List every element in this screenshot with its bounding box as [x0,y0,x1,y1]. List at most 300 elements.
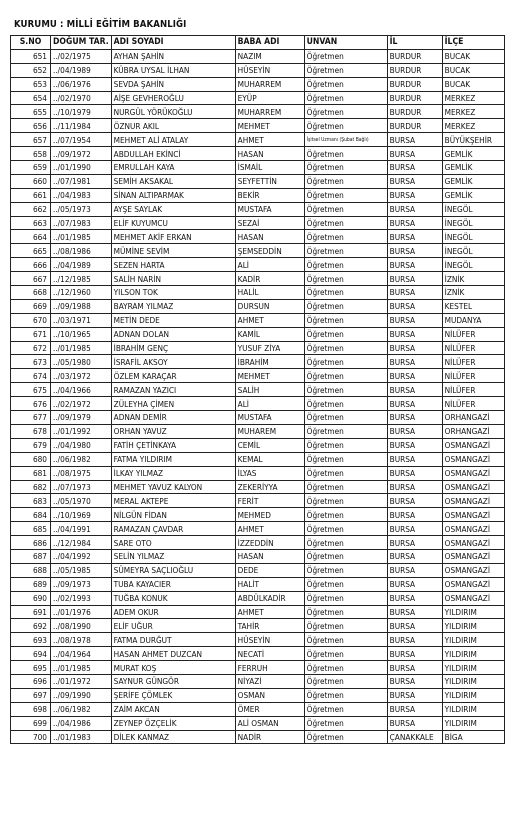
cell-father-name: MUSTAFA [235,411,304,425]
cell-district: BUCAK [442,77,504,91]
cell-title: Öğretmen [304,286,387,300]
cell-full-name: ZAİM AKCAN [111,702,235,716]
cell-full-name: AYŞE SAYLAK [111,202,235,216]
header-title: UNVAN [304,36,387,50]
cell-sno: 657 [11,133,51,147]
cell-full-name: ADEM OKUR [111,605,235,619]
cell-province: BURSA [387,480,442,494]
cell-title: Öğretmen [304,383,387,397]
cell-birth-date: ../06/1982 [51,452,112,466]
cell-district: NİLÜFER [442,369,504,383]
table-row [11,244,505,258]
cell-full-name: METİN DEDE [111,313,235,327]
cell-father-name: MEHMET [235,119,304,133]
table-row [11,272,505,286]
cell-full-name: YILSON TOK [111,286,235,300]
cell-title: Öğretmen [304,174,387,188]
cell-province: BURSA [387,716,442,730]
cell-sno: 674 [11,369,51,383]
cell-district: OSMANGAZİ [442,480,504,494]
cell-title: Öğretmen [304,466,387,480]
cell-title: Öğretmen [304,605,387,619]
cell-sno: 684 [11,508,51,522]
table-row [11,674,505,688]
cell-full-name: SEZEN HARTA [111,258,235,272]
cell-district: ORHANGAZİ [442,411,504,425]
cell-title: Öğretmen [304,452,387,466]
cell-title: Öğretmen [304,77,387,91]
cell-title: Öğretmen [304,661,387,675]
cell-title: Öğretmen [304,355,387,369]
table-row [11,77,505,91]
cell-district: GEMLİK [442,188,504,202]
cell-sno: 671 [11,327,51,341]
cell-father-name: KADİR [235,272,304,286]
cell-father-name: HASAN [235,147,304,161]
cell-full-name: SELİN YILMAZ [111,549,235,563]
cell-district: YILDIRIM [442,619,504,633]
cell-father-name: SEZAİ [235,216,304,230]
cell-title: Öğretmen [304,730,387,744]
table-row [11,258,505,272]
cell-full-name: BAYRAM YILMAZ [111,299,235,313]
table-row [11,424,505,438]
cell-birth-date: ../01/1992 [51,424,112,438]
cell-full-name: SİNAN ALTIPARMAK [111,188,235,202]
table-row [11,633,505,647]
cell-district: GEMLİK [442,174,504,188]
cell-full-name: FATİH ÇETİNKAYA [111,438,235,452]
cell-father-name: NADİR [235,730,304,744]
cell-sno: 666 [11,258,51,272]
cell-father-name: HALİL [235,286,304,300]
table-row [11,161,505,175]
cell-sno: 688 [11,563,51,577]
cell-district: YILDIRIM [442,716,504,730]
cell-district: YILDIRIM [442,674,504,688]
cell-birth-date: ../12/1960 [51,286,112,300]
cell-province: BURSA [387,591,442,605]
table-row [11,397,505,411]
cell-province: BURSA [387,147,442,161]
cell-province: BURSA [387,244,442,258]
cell-title: Öğretmen [304,508,387,522]
cell-birth-date: ../09/1973 [51,577,112,591]
cell-province: BURSA [387,536,442,550]
cell-birth-date: ../08/1975 [51,466,112,480]
cell-full-name: SEMİH AKSAKAL [111,174,235,188]
cell-father-name: AHMET [235,605,304,619]
cell-father-name: YUSUF ZİYA [235,341,304,355]
cell-full-name: SARE OTO [111,536,235,550]
cell-birth-date: ../01/1985 [51,230,112,244]
table-row [11,730,505,744]
cell-sno: 669 [11,299,51,313]
cell-province: BURSA [387,286,442,300]
cell-province: BURSA [387,216,442,230]
cell-birth-date: ../05/1985 [51,563,112,577]
cell-province: BURDUR [387,105,442,119]
cell-full-name: SEVDA ŞAHİN [111,77,235,91]
table-row [11,216,505,230]
cell-father-name: MUHARREM [235,105,304,119]
cell-sno: 651 [11,49,51,63]
cell-full-name: NİLGÜN FİDAN [111,508,235,522]
cell-province: BURSA [387,549,442,563]
cell-full-name: ORHAN YAVUZ [111,424,235,438]
cell-title: Öğretmen [304,119,387,133]
cell-full-name: EMRULLAH KAYA [111,161,235,175]
cell-district: NİLÜFER [442,341,504,355]
cell-title: Öğretmen [304,536,387,550]
cell-full-name: İSRAFİL AKSOY [111,355,235,369]
cell-province: BURSA [387,661,442,675]
cell-father-name: KAMİL [235,327,304,341]
table-row [11,508,505,522]
cell-title: Öğretmen [304,105,387,119]
cell-title: Öğretmen [304,647,387,661]
cell-sno: 661 [11,188,51,202]
cell-title: Öğretmen [304,633,387,647]
cell-district: NİLÜFER [442,397,504,411]
cell-birth-date: ../04/1986 [51,716,112,730]
cell-district: YILDIRIM [442,605,504,619]
cell-birth-date: ../01/1985 [51,661,112,675]
header-province: İL [387,36,442,50]
cell-province: BURSA [387,258,442,272]
cell-birth-date: ../03/1971 [51,313,112,327]
cell-title: Öğretmen [304,63,387,77]
table-row [11,174,505,188]
cell-father-name: AHMET [235,313,304,327]
table-row [11,188,505,202]
cell-district: İNEGÖL [442,258,504,272]
cell-full-name: MURAT KOŞ [111,661,235,675]
cell-province: BURSA [387,674,442,688]
cell-district: OSMANGAZİ [442,563,504,577]
cell-full-name: AYHAN ŞAHİN [111,49,235,63]
cell-birth-date: ../08/1990 [51,619,112,633]
cell-birth-date: ../06/1982 [51,702,112,716]
cell-province: BURSA [387,161,442,175]
cell-sno: 656 [11,119,51,133]
cell-province: BURSA [387,299,442,313]
table-row [11,494,505,508]
cell-province: ÇANAKKALE [387,730,442,744]
cell-province: BURSA [387,355,442,369]
cell-full-name: İLKAY YILMAZ [111,466,235,480]
cell-title: Öğretmen [304,494,387,508]
cell-title: Öğretmen [304,411,387,425]
cell-full-name: ZEYNEP ÖZÇELİK [111,716,235,730]
cell-province: BURSA [387,522,442,536]
table-row [11,105,505,119]
cell-title: Öğretmen [304,244,387,258]
cell-district: BUCAK [442,49,504,63]
cell-father-name: NAZIM [235,49,304,63]
cell-title: Öğretmen [304,397,387,411]
table-row [11,383,505,397]
cell-province: BURSA [387,577,442,591]
cell-full-name: SALİH NARİN [111,272,235,286]
table-row [11,466,505,480]
cell-title: Öğretmen [304,230,387,244]
cell-province: BURSA [387,647,442,661]
cell-birth-date: ../11/1984 [51,119,112,133]
cell-title: Öğretmen [304,716,387,730]
cell-sno: 681 [11,466,51,480]
cell-district: MERKEZ [442,105,504,119]
cell-title: Öğretmen [304,49,387,63]
cell-sno: 700 [11,730,51,744]
cell-father-name: DEDE [235,563,304,577]
cell-district: OSMANGAZİ [442,494,504,508]
cell-district: İNEGÖL [442,244,504,258]
cell-father-name: FERRUH [235,661,304,675]
cell-district: OSMANGAZİ [442,591,504,605]
cell-full-name: DİLEK KANMAZ [111,730,235,744]
cell-province: BURSA [387,341,442,355]
cell-title: Öğretmen [304,619,387,633]
cell-district: OSMANGAZİ [442,438,504,452]
cell-full-name: RAMAZAN YAZICI [111,383,235,397]
cell-district: YILDIRIM [442,633,504,647]
cell-sno: 664 [11,230,51,244]
cell-title: Öğretmen [304,549,387,563]
cell-district: ORHANGAZİ [442,424,504,438]
cell-full-name: ELİF KUYUMCU [111,216,235,230]
cell-title: Öğretmen [304,480,387,494]
cell-district: İNEGÖL [442,230,504,244]
cell-title: Öğretmen [304,91,387,105]
cell-birth-date: ../07/1983 [51,216,112,230]
cell-father-name: CEMİL [235,438,304,452]
table-row [11,147,505,161]
cell-father-name: İZZEDDİN [235,536,304,550]
table-row [11,563,505,577]
cell-birth-date: ../02/1975 [51,49,112,63]
cell-sno: 672 [11,341,51,355]
cell-full-name: MERAL AKTEPE [111,494,235,508]
cell-title: Öğretmen [304,563,387,577]
cell-district: MERKEZ [442,119,504,133]
cell-father-name: HÜSEYİN [235,63,304,77]
cell-province: BURSA [387,702,442,716]
cell-sno: 694 [11,647,51,661]
cell-sno: 662 [11,202,51,216]
cell-father-name: ŞEMSEDDİN [235,244,304,258]
cell-title: Öğretmen [304,369,387,383]
cell-birth-date: ../04/1966 [51,383,112,397]
cell-full-name: İBRAHİM GENÇ [111,341,235,355]
table-row [11,119,505,133]
cell-full-name: TUBA KAYACIER [111,577,235,591]
cell-birth-date: ../04/1983 [51,188,112,202]
table-header-row [11,36,505,50]
cell-title: Öğretmen [304,258,387,272]
cell-province: BURSA [387,133,442,147]
table-row [11,702,505,716]
cell-birth-date: ../08/1986 [51,244,112,258]
cell-sno: 670 [11,313,51,327]
cell-district: NİLÜFER [442,355,504,369]
cell-birth-date: ../02/1972 [51,397,112,411]
cell-full-name: ADNAN DEMİR [111,411,235,425]
cell-father-name: AHMET [235,133,304,147]
cell-sno: 687 [11,549,51,563]
cell-district: YILDIRIM [442,661,504,675]
table-row [11,286,505,300]
table-row [11,341,505,355]
cell-province: BURSA [387,452,442,466]
cell-father-name: HASAN [235,230,304,244]
cell-district: OSMANGAZİ [442,536,504,550]
cell-birth-date: ../09/1972 [51,147,112,161]
cell-title: Öğretmen [304,577,387,591]
cell-title: Öğretmen [304,438,387,452]
cell-province: BURSA [387,369,442,383]
cell-title: Öğretmen [304,299,387,313]
cell-district: YILDIRIM [442,647,504,661]
cell-title: Öğretmen [304,688,387,702]
cell-father-name: ZEKERİYYA [235,480,304,494]
cell-district: NİLÜFER [442,383,504,397]
cell-district: OSMANGAZİ [442,549,504,563]
header-birth-date: DOĞUM TAR. [51,36,112,50]
cell-province: BURSA [387,202,442,216]
cell-birth-date: ../02/1993 [51,591,112,605]
cell-sno: 682 [11,480,51,494]
cell-birth-date: ../01/1985 [51,341,112,355]
cell-full-name: MEHMET AKİF ERKAN [111,230,235,244]
cell-sno: 659 [11,161,51,175]
cell-father-name: HASAN [235,549,304,563]
cell-district: NİLÜFER [442,327,504,341]
cell-birth-date: ../12/1984 [51,536,112,550]
table-row [11,91,505,105]
cell-sno: 685 [11,522,51,536]
cell-birth-date: ../05/1980 [51,355,112,369]
cell-birth-date: ../04/1980 [51,438,112,452]
cell-sno: 660 [11,174,51,188]
institution-heading: KURUMU : MİLLİ EĞİTİM BAKANLIĞI [14,19,187,30]
cell-province: BURSA [387,605,442,619]
cell-sno: 676 [11,397,51,411]
cell-full-name: MÜMİNE SEVİM [111,244,235,258]
cell-father-name: KEMAL [235,452,304,466]
cell-birth-date: ../08/1978 [51,633,112,647]
cell-title: Öğretmen [304,147,387,161]
cell-sno: 655 [11,105,51,119]
header-full-name: ADI SOYADI [111,36,235,50]
table-row [11,605,505,619]
cell-district: İZNİK [442,286,504,300]
table-row [11,133,505,147]
cell-birth-date: ../05/1970 [51,494,112,508]
cell-father-name: EYÜP [235,91,304,105]
cell-district: BÜYÜKŞEHİR [442,133,504,147]
cell-district: GEMLİK [442,147,504,161]
cell-district: OSMANGAZİ [442,522,504,536]
table-body [11,49,505,744]
cell-birth-date: ../07/1954 [51,133,112,147]
table-row [11,647,505,661]
cell-sno: 653 [11,77,51,91]
table-row [11,202,505,216]
table-row [11,480,505,494]
cell-title: Öğretmen [304,188,387,202]
cell-full-name: KÜBRA UYSAL İLHAN [111,63,235,77]
cell-province: BURSA [387,411,442,425]
cell-full-name: MEHMET ALİ ATALAY [111,133,235,147]
cell-father-name: MUHARREM [235,77,304,91]
cell-full-name: SÜMEYRA SAÇLIOĞLU [111,563,235,577]
cell-title: Öğretmen [304,216,387,230]
cell-full-name: ELİF UĞUR [111,619,235,633]
cell-birth-date: ../04/1989 [51,63,112,77]
cell-sno: 663 [11,216,51,230]
table-row [11,522,505,536]
cell-title: Öğretmen [304,272,387,286]
cell-sno: 680 [11,452,51,466]
table-row [11,716,505,730]
cell-district: BİGA [442,730,504,744]
cell-sno: 697 [11,688,51,702]
cell-birth-date: ../10/1965 [51,327,112,341]
cell-full-name: ABDULLAH EKİNCİ [111,147,235,161]
header-sno: S.NO [11,36,51,50]
cell-father-name: TAHİR [235,619,304,633]
table-row [11,411,505,425]
cell-province: BURSA [387,313,442,327]
cell-district: MERKEZ [442,91,504,105]
cell-full-name: ADNAN DOLAN [111,327,235,341]
cell-birth-date: ../09/1988 [51,299,112,313]
cell-father-name: İBRAHİM [235,355,304,369]
cell-father-name: AHMET [235,522,304,536]
cell-province: BURSA [387,188,442,202]
cell-full-name: ÖZNUR AKIL [111,119,235,133]
cell-full-name: ZÜLEYHA ÇİMEN [111,397,235,411]
cell-sno: 652 [11,63,51,77]
cell-father-name: ALİ OSMAN [235,716,304,730]
cell-sno: 686 [11,536,51,550]
cell-title: Öğretmen [304,702,387,716]
cell-district: OSMANGAZİ [442,452,504,466]
cell-father-name: MEHMED [235,508,304,522]
cell-title: Öğretmen [304,674,387,688]
cell-province: BURSA [387,424,442,438]
cell-father-name: ABDÜLKADİR [235,591,304,605]
cell-father-name: FERİT [235,494,304,508]
cell-sno: 668 [11,286,51,300]
cell-birth-date: ../05/1973 [51,202,112,216]
cell-father-name: HÜSEYİN [235,633,304,647]
cell-father-name: BEKİR [235,188,304,202]
cell-province: BURSA [387,397,442,411]
cell-sno: 673 [11,355,51,369]
cell-full-name: NURGÜL YÖRÜKOĞLU [111,105,235,119]
cell-birth-date: ../10/1969 [51,508,112,522]
cell-province: BURSA [387,383,442,397]
cell-father-name: SEYFETTİN [235,174,304,188]
table-row [11,619,505,633]
cell-sno: 690 [11,591,51,605]
cell-father-name: SALİH [235,383,304,397]
cell-title: Öğretmen [304,161,387,175]
cell-birth-date: ../03/1972 [51,369,112,383]
cell-district: YILDIRIM [442,702,504,716]
